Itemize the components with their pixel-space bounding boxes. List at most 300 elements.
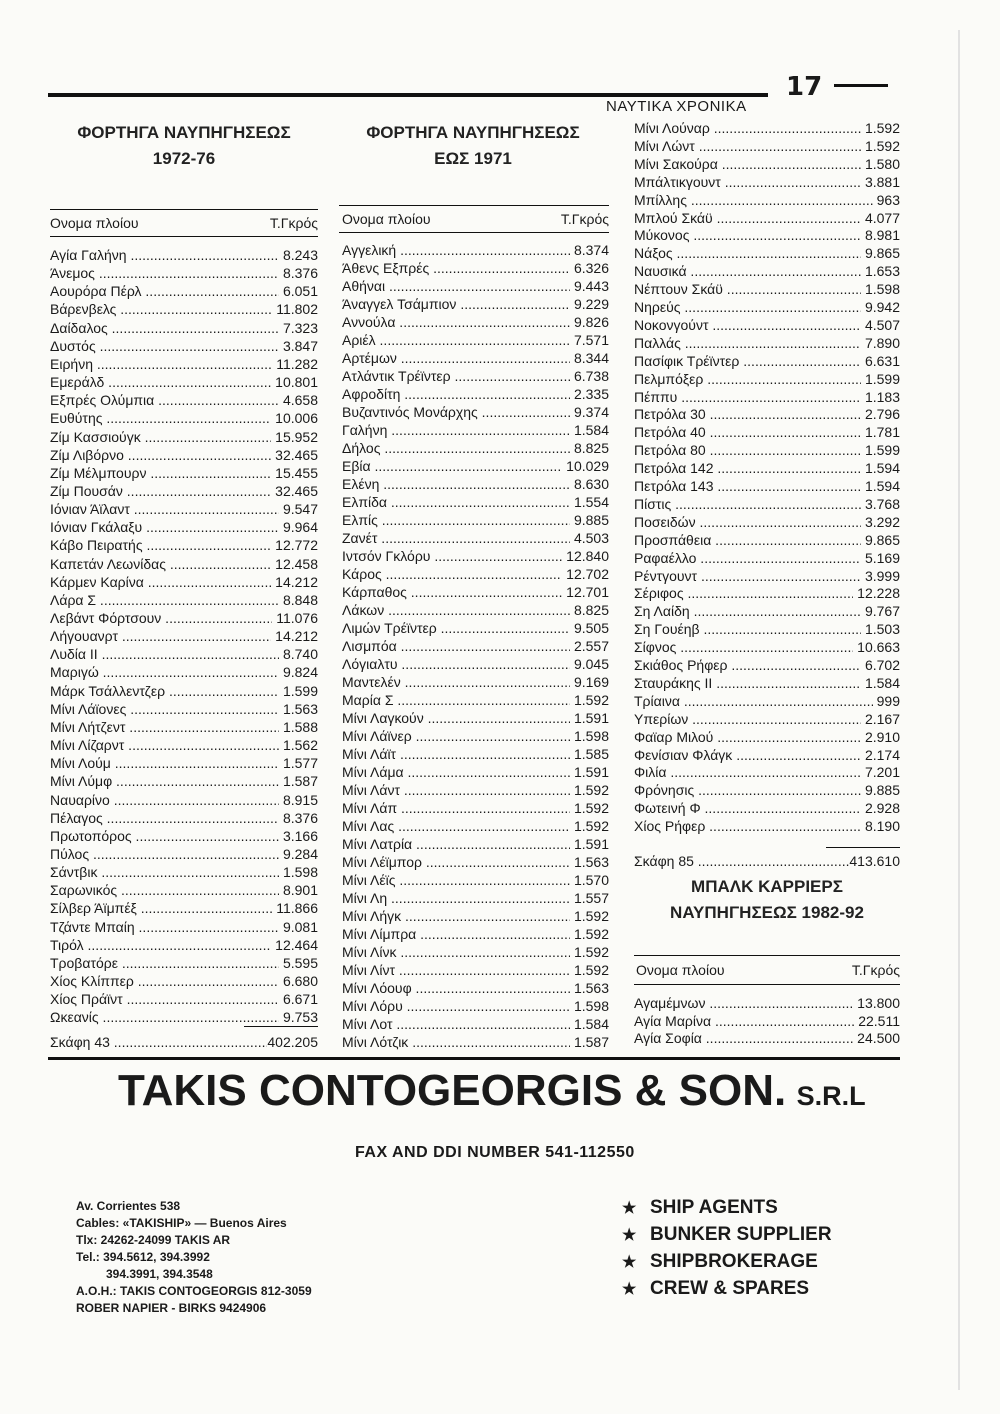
gross-tonnage: 12.772 bbox=[271, 536, 318, 554]
gross-tonnage: 11.866 bbox=[272, 899, 318, 917]
table-row bbox=[634, 799, 900, 817]
table-row bbox=[634, 298, 900, 316]
gross-tonnage: 1.591 bbox=[570, 763, 609, 781]
gross-tonnage: 8.243 bbox=[279, 246, 318, 264]
gross-tonnage: 1.592 bbox=[861, 119, 900, 137]
table-row bbox=[634, 1012, 900, 1030]
table-row bbox=[50, 645, 318, 663]
gross-tonnage: 6.680 bbox=[279, 972, 318, 990]
col1-rule-bottom bbox=[50, 236, 318, 237]
gross-tonnage: 963 bbox=[873, 191, 900, 209]
ship-name: Χίος Ρήφερ ..... bbox=[634, 817, 861, 835]
gross-tonnage: 6.051 bbox=[279, 282, 318, 300]
ship-name: Σέριφος ..... bbox=[634, 584, 853, 602]
table-row bbox=[342, 439, 609, 457]
gross-tonnage: 1.591 bbox=[570, 709, 609, 727]
table-row bbox=[634, 781, 900, 799]
ad-service-label: SHIPBROKERAGE bbox=[650, 1250, 818, 1272]
table-row bbox=[342, 565, 609, 583]
gross-tonnage: 14.212 bbox=[271, 627, 318, 645]
table-row bbox=[634, 567, 900, 585]
ship-name: Ζίμ Πουσάν ..... bbox=[50, 482, 271, 500]
ship-name: Τζάντε Μπαίη ..... bbox=[50, 918, 279, 936]
ship-name: Μίνι Λάϊτ ..... bbox=[342, 745, 570, 763]
gross-tonnage: 1.585 bbox=[570, 745, 609, 763]
table-row bbox=[634, 370, 900, 388]
table-row bbox=[50, 827, 318, 845]
ship-name: Μίνι Λοτ ..... bbox=[342, 1015, 570, 1033]
gross-tonnage: 1.588 bbox=[279, 718, 318, 736]
col2-title-line2: ΕΩΣ 1971 bbox=[434, 149, 512, 168]
bulk-title-line2: ΝΑΥΠΗΓΗΣΕΩΣ 1982-92 bbox=[670, 903, 864, 922]
table-row bbox=[634, 334, 900, 352]
table-row bbox=[50, 754, 318, 772]
ship-name: Σίλβερ Άϊμπέξ ..... bbox=[50, 899, 272, 917]
ship-name: Μπάλτικγουντ ..... bbox=[634, 173, 861, 191]
gross-tonnage: 8.901 bbox=[279, 881, 318, 899]
table-row bbox=[50, 464, 318, 482]
table-row bbox=[50, 319, 318, 337]
table-row bbox=[634, 656, 900, 674]
gross-tonnage: 8.630 bbox=[570, 475, 609, 493]
ship-name: Μίνι Λίντ ..... bbox=[342, 961, 570, 979]
gross-tonnage: 1.598 bbox=[861, 280, 900, 298]
table-row bbox=[50, 573, 318, 591]
star-icon: ★ bbox=[622, 1226, 637, 1244]
ship-name: Λεβάντ Φόρτσουν ..... bbox=[50, 609, 272, 627]
table-row bbox=[342, 961, 609, 979]
ship-name: Ση Γουέηβ ..... bbox=[634, 620, 861, 638]
ship-name: Εξπρές Ολύμπια ..... bbox=[50, 391, 279, 409]
gross-tonnage: 1.599 bbox=[861, 370, 900, 388]
table-row bbox=[342, 619, 609, 637]
table-row bbox=[342, 673, 609, 691]
table-row bbox=[342, 637, 609, 655]
gross-tonnage: 10.801 bbox=[271, 373, 318, 391]
ship-name: Νοκονγούντ ..... bbox=[634, 316, 861, 334]
col3-total-rule bbox=[826, 847, 900, 848]
table-row bbox=[634, 1029, 900, 1047]
star-icon: ★ bbox=[622, 1253, 637, 1271]
gross-tonnage: 1.592 bbox=[570, 925, 609, 943]
ship-name: Φενίσιαν Φλάγκ ..... bbox=[634, 746, 861, 764]
ship-name: Πρωτοπόρος ..... bbox=[50, 827, 279, 845]
ship-name: Λιμών Τρέϊντερ ..... bbox=[342, 619, 570, 637]
ship-name: Ζίμ Μέλμπουρν ..... bbox=[50, 464, 271, 482]
table-row bbox=[634, 674, 900, 692]
table-row bbox=[634, 602, 900, 620]
bulk-header-name: Ονομα πλοίου bbox=[636, 962, 725, 978]
gross-tonnage: 3.166 bbox=[279, 827, 318, 845]
ship-name: Πετρόλα 143 ..... bbox=[634, 477, 861, 495]
gross-tonnage: 24.500 bbox=[853, 1029, 900, 1047]
table-row bbox=[342, 853, 609, 871]
table-row bbox=[342, 817, 609, 835]
ship-name: Πέλαγος ..... bbox=[50, 809, 279, 827]
table-row bbox=[50, 682, 318, 700]
gross-tonnage: 2.335 bbox=[570, 385, 609, 403]
gross-tonnage: 4.658 bbox=[279, 391, 318, 409]
ship-name: Άναγγελ Τσάμπιον ..... bbox=[342, 295, 570, 313]
ship-name: Ζίμ Λιβόρνο ..... bbox=[50, 446, 271, 464]
gross-tonnage: 1.592 bbox=[570, 691, 609, 709]
gross-tonnage: 14.212 bbox=[271, 573, 318, 591]
ship-name: Παλλάς ..... bbox=[634, 334, 861, 352]
table-row bbox=[50, 428, 318, 446]
gross-tonnage: 8.825 bbox=[570, 439, 609, 457]
table-row bbox=[342, 511, 609, 529]
ship-name: Λισμπόα ..... bbox=[342, 637, 570, 655]
ship-name: Μύκονος ..... bbox=[634, 226, 861, 244]
table-row bbox=[342, 727, 609, 745]
table-row bbox=[342, 529, 609, 547]
table-row bbox=[342, 979, 609, 997]
gross-tonnage: 2.910 bbox=[861, 728, 900, 746]
gross-tonnage: 13.800 bbox=[853, 994, 900, 1012]
ad-service-label: BUNKER SUPPLIER bbox=[650, 1223, 832, 1245]
ship-name: Ιντσόν Γκλόρυ ..... bbox=[342, 547, 562, 565]
gross-tonnage: 2.167 bbox=[861, 710, 900, 728]
gross-tonnage: 1.554 bbox=[570, 493, 609, 511]
col1-section bbox=[48, 120, 320, 172]
ship-name: Αγαμέμνων ..... bbox=[634, 994, 853, 1012]
gross-tonnage: 10.663 bbox=[853, 638, 900, 656]
ship-name: Μίνι Λόρυ ..... bbox=[342, 997, 570, 1015]
ship-name: Αρτέμων ..... bbox=[342, 349, 570, 367]
header-rule-right bbox=[834, 84, 888, 87]
col1-title-line1: ΦΟΡΤΗΓΑ ΝΑΥΠΗΓΗΣΕΩΣ bbox=[77, 123, 291, 142]
table-row bbox=[634, 405, 900, 423]
gross-tonnage: 1.592 bbox=[570, 943, 609, 961]
gross-tonnage: 9.885 bbox=[861, 781, 900, 799]
ship-name: Ωκεανίς ..... bbox=[50, 1008, 279, 1026]
table-row bbox=[50, 972, 318, 990]
gross-tonnage: 1.584 bbox=[570, 421, 609, 439]
table-row bbox=[342, 493, 609, 511]
ship-name: Μίνι Λίμπρα ..... bbox=[342, 925, 570, 943]
ship-name: Φρόνησις ..... bbox=[634, 781, 861, 799]
ship-name: Νάξος ..... bbox=[634, 244, 861, 262]
ship-name: Μίνι Λώντ ..... bbox=[634, 137, 861, 155]
ship-name: Αουρόρα Πέρλ ..... bbox=[50, 282, 279, 300]
ship-name: Μίνι Λαγκούν ..... bbox=[342, 709, 570, 727]
gross-tonnage: 9.942 bbox=[861, 298, 900, 316]
ship-name: Χίος Κλίππερ ..... bbox=[50, 972, 279, 990]
table-row bbox=[50, 936, 318, 954]
ship-name: Μίνι Λέϊμπορ ..... bbox=[342, 853, 570, 871]
table-row bbox=[634, 191, 900, 209]
gross-tonnage: 9.885 bbox=[570, 511, 609, 529]
ship-name: Μίνι Λούμ ..... bbox=[50, 754, 279, 772]
gross-tonnage: 1.563 bbox=[570, 853, 609, 871]
ship-name: Σκιάθος Ρήφερ ..... bbox=[634, 656, 861, 674]
ship-name: Μίνι Λάμα ..... bbox=[342, 763, 570, 781]
table-row bbox=[50, 990, 318, 1008]
col1-header-name: Ονομα πλοίου bbox=[50, 215, 139, 231]
gross-tonnage: 1.598 bbox=[570, 727, 609, 745]
col3-total-row bbox=[634, 853, 900, 871]
gross-tonnage: 1.580 bbox=[861, 155, 900, 173]
gross-tonnage: 3.881 bbox=[861, 173, 900, 191]
table-row bbox=[50, 518, 318, 536]
table-row bbox=[342, 583, 609, 601]
gross-tonnage: 9.081 bbox=[279, 918, 318, 936]
ship-name: Εμεράλδ ..... bbox=[50, 373, 271, 391]
gross-tonnage: 8.848 bbox=[279, 591, 318, 609]
gross-tonnage: 9.169 bbox=[570, 673, 609, 691]
table-row bbox=[634, 994, 900, 1012]
table-row bbox=[634, 173, 900, 191]
table-row bbox=[342, 475, 609, 493]
table-row bbox=[634, 692, 900, 710]
table-row bbox=[342, 259, 609, 277]
gross-tonnage: 6.631 bbox=[861, 352, 900, 370]
table-row bbox=[50, 954, 318, 972]
table-row bbox=[342, 889, 609, 907]
table-row bbox=[50, 700, 318, 718]
ship-name: Μαντελέν ..... bbox=[342, 673, 570, 691]
gross-tonnage: 22.511 bbox=[854, 1012, 900, 1030]
bulk-header-value: Τ.Γκρός bbox=[851, 962, 900, 978]
bulk-rule-bottom bbox=[634, 984, 900, 985]
table-row bbox=[634, 209, 900, 227]
gross-tonnage: 2.796 bbox=[861, 405, 900, 423]
table-row bbox=[50, 264, 318, 282]
ship-name: Αγία Σοφία ..... bbox=[634, 1029, 853, 1047]
ad-fax: FAX AND DDI NUMBER 541-112550 bbox=[355, 1144, 635, 1161]
table-row bbox=[634, 423, 900, 441]
ad-service-item bbox=[622, 1221, 832, 1248]
gross-tonnage: 1.183 bbox=[861, 388, 900, 406]
col1-total-label: Σκάφη 43 ..... bbox=[50, 1034, 267, 1052]
table-row bbox=[342, 781, 609, 799]
page-edge-shadow bbox=[958, 30, 960, 1390]
table-row bbox=[634, 763, 900, 781]
gross-tonnage: 12.840 bbox=[562, 547, 609, 565]
table-row bbox=[634, 119, 900, 137]
col1-total-value: 402.205 bbox=[267, 1034, 318, 1050]
table-row bbox=[50, 337, 318, 355]
gross-tonnage: 9.865 bbox=[861, 531, 900, 549]
bulk-section bbox=[630, 874, 904, 926]
ship-name: Μπίλλης ..... bbox=[634, 191, 873, 209]
gross-tonnage: 9.767 bbox=[861, 602, 900, 620]
ship-name: Μίνι Λότζικ ..... bbox=[342, 1033, 570, 1051]
ship-name: Μίνι Λύμφ ..... bbox=[50, 772, 279, 790]
gross-tonnage: 1.592 bbox=[570, 817, 609, 835]
ship-name: Ζίμ Κασσιούγκ ..... bbox=[50, 428, 271, 446]
table-row bbox=[342, 403, 609, 421]
ship-name: Πετρόλα 142 ..... bbox=[634, 459, 861, 477]
ship-name: Μίνι Λάντ ..... bbox=[342, 781, 570, 799]
table-row bbox=[342, 691, 609, 709]
table-row bbox=[50, 718, 318, 736]
table-row bbox=[50, 609, 318, 627]
gross-tonnage: 7.571 bbox=[570, 331, 609, 349]
gross-tonnage: 3.768 bbox=[861, 495, 900, 513]
ad-contact bbox=[76, 1198, 312, 1317]
bulk-title-line1: ΜΠΑΛΚ ΚΑΡΡΙΕΡΣ bbox=[691, 877, 843, 896]
table-row bbox=[634, 477, 900, 495]
table-row bbox=[50, 809, 318, 827]
ship-name: Τρίαινα ..... bbox=[634, 692, 873, 710]
ship-name: Ναυαρίνο ..... bbox=[50, 791, 279, 809]
gross-tonnage: 9.374 bbox=[570, 403, 609, 421]
ship-name: Πετρόλα 40 ..... bbox=[634, 423, 861, 441]
col2-title-line1: ΦΟΡΤΗΓΑ ΝΑΥΠΗΓΗΣΕΩΣ bbox=[366, 123, 580, 142]
gross-tonnage: 1.563 bbox=[570, 979, 609, 997]
ad-services bbox=[622, 1194, 832, 1302]
gross-tonnage: 1.781 bbox=[861, 423, 900, 441]
star-icon: ★ bbox=[622, 1199, 637, 1217]
table-row bbox=[50, 791, 318, 809]
gross-tonnage: 9.824 bbox=[279, 663, 318, 681]
ship-name: Φωτεινή Φ ..... bbox=[634, 799, 861, 817]
table-row bbox=[634, 620, 900, 638]
ship-name: Άθενς Εξπρές ..... bbox=[342, 259, 570, 277]
ship-name: Πετρόλα 80 ..... bbox=[634, 441, 861, 459]
table-row bbox=[342, 313, 609, 331]
gross-tonnage: 8.981 bbox=[861, 226, 900, 244]
gross-tonnage: 9.505 bbox=[570, 619, 609, 637]
ad-title-block bbox=[118, 1066, 866, 1116]
gross-tonnage: 9.045 bbox=[570, 655, 609, 673]
table-row bbox=[634, 280, 900, 298]
table-row bbox=[50, 555, 318, 573]
gross-tonnage: 1.592 bbox=[570, 907, 609, 925]
ship-name: Πελμπόξερ ..... bbox=[634, 370, 861, 388]
table-row bbox=[50, 736, 318, 754]
table-row bbox=[342, 331, 609, 349]
ship-name: Σάντβικ ..... bbox=[50, 863, 279, 881]
table-row bbox=[634, 155, 900, 173]
ship-name: Υπερίων ..... bbox=[634, 710, 861, 728]
ship-name: Ραφαέλλο ..... bbox=[634, 549, 861, 567]
gross-tonnage: 8.376 bbox=[279, 809, 318, 827]
table-row bbox=[50, 500, 318, 518]
gross-tonnage: 11.282 bbox=[272, 355, 318, 373]
ad-contact-line: ROBER NAPIER - BIRKS 9424906 bbox=[76, 1301, 267, 1315]
table-row bbox=[634, 817, 900, 835]
ad-service-label: SHIP AGENTS bbox=[650, 1196, 778, 1218]
gross-tonnage: 7.323 bbox=[279, 319, 318, 337]
col1-total-rule bbox=[244, 1026, 318, 1027]
table-row bbox=[50, 663, 318, 681]
gross-tonnage: 8.344 bbox=[570, 349, 609, 367]
ship-name: Νέπτουν Σκάϋ ..... bbox=[634, 280, 861, 298]
table-row bbox=[50, 591, 318, 609]
ship-name: Ποσειδών ..... bbox=[634, 513, 861, 531]
ship-name: Λήγουανρτ ..... bbox=[50, 627, 271, 645]
col1-total-row bbox=[50, 1034, 318, 1052]
gross-tonnage: 6.702 bbox=[861, 656, 900, 674]
ship-name: Αννούλα ..... bbox=[342, 313, 570, 331]
ship-name: Μίνι Λάϊονες ..... bbox=[50, 700, 279, 718]
ad-contact-line: A.O.H.: TAKIS CONTOGEORGIS 812-3059 bbox=[76, 1284, 312, 1298]
gross-tonnage: 9.865 bbox=[861, 244, 900, 262]
gross-tonnage: 9.547 bbox=[279, 500, 318, 518]
table-row bbox=[342, 871, 609, 889]
ad-contact-line: Av. Corrientes 538 bbox=[76, 1199, 181, 1213]
gross-tonnage: 5.169 bbox=[861, 549, 900, 567]
table-row bbox=[634, 638, 900, 656]
ship-name: Μπλού Σκάϋ ..... bbox=[634, 209, 861, 227]
ship-name: Φιλία ..... bbox=[634, 763, 861, 781]
table-row bbox=[634, 137, 900, 155]
table-row bbox=[342, 709, 609, 727]
gross-tonnage: 7.890 bbox=[861, 334, 900, 352]
table-row bbox=[50, 482, 318, 500]
ship-name: Μάρκ Τσάλλεντζερ ..... bbox=[50, 682, 279, 700]
ship-name: Κάβο Πειρατής ..... bbox=[50, 536, 271, 554]
ship-name: Μαριγώ ..... bbox=[50, 663, 279, 681]
ship-name: Μίνι Λόουφ ..... bbox=[342, 979, 570, 997]
ship-name: Ευθύτης ..... bbox=[50, 409, 271, 427]
ship-name: Βάρενβελς ..... bbox=[50, 300, 272, 318]
table-row bbox=[342, 421, 609, 439]
table-row bbox=[634, 746, 900, 764]
gross-tonnage: 1.557 bbox=[570, 889, 609, 907]
col2-header-name: Ονομα πλοίου bbox=[342, 211, 431, 227]
ship-name: Ναυσικά ..... bbox=[634, 262, 861, 280]
gross-tonnage: 11.802 bbox=[272, 300, 318, 318]
gross-tonnage: 1.592 bbox=[570, 799, 609, 817]
ship-name: Βυζαντινός Μονάρχης ..... bbox=[342, 403, 570, 421]
ship-name: Ρέντγουντ ..... bbox=[634, 567, 861, 585]
ad-service-item bbox=[622, 1275, 832, 1302]
gross-tonnage: 9.229 bbox=[570, 295, 609, 313]
table-row bbox=[634, 441, 900, 459]
gross-tonnage: 8.190 bbox=[861, 817, 900, 835]
ad-service-item bbox=[622, 1194, 832, 1221]
gross-tonnage: 15.455 bbox=[271, 464, 318, 482]
gross-tonnage: 6.671 bbox=[279, 990, 318, 1008]
header-rule-left bbox=[48, 93, 768, 97]
ship-name: Μίνι Λήγκ ..... bbox=[342, 907, 570, 925]
table-row bbox=[634, 459, 900, 477]
gross-tonnage: 10.006 bbox=[271, 409, 318, 427]
ship-name: Ση Λαίδη ..... bbox=[634, 602, 861, 620]
table-row bbox=[634, 531, 900, 549]
table-row bbox=[634, 262, 900, 280]
gross-tonnage: 1.598 bbox=[279, 863, 318, 881]
table-row bbox=[50, 845, 318, 863]
ship-name: Πασίφικ Τρέϊντερ ..... bbox=[634, 352, 861, 370]
gross-tonnage: 7.201 bbox=[861, 763, 900, 781]
table-row bbox=[50, 899, 318, 917]
ship-name: Αριέλ ..... bbox=[342, 331, 570, 349]
ship-name: Άνεμος ..... bbox=[50, 264, 279, 282]
table-row bbox=[342, 367, 609, 385]
gross-tonnage: 999 bbox=[873, 692, 900, 710]
table-row bbox=[50, 881, 318, 899]
gross-tonnage: 15.952 bbox=[271, 428, 318, 446]
gross-tonnage: 8.915 bbox=[279, 791, 318, 809]
ship-name: Μίνι Λάπ ..... bbox=[342, 799, 570, 817]
table-row bbox=[342, 295, 609, 313]
gross-tonnage: 1.584 bbox=[861, 674, 900, 692]
table-row bbox=[342, 547, 609, 565]
table-row bbox=[342, 925, 609, 943]
table-row bbox=[634, 728, 900, 746]
table-row bbox=[634, 513, 900, 531]
table-row bbox=[342, 601, 609, 619]
table-row bbox=[50, 300, 318, 318]
table-row bbox=[50, 536, 318, 554]
table-row bbox=[50, 1008, 318, 1026]
col2-header-value: Τ.Γκρός bbox=[560, 211, 609, 227]
gross-tonnage: 8.374 bbox=[570, 241, 609, 259]
